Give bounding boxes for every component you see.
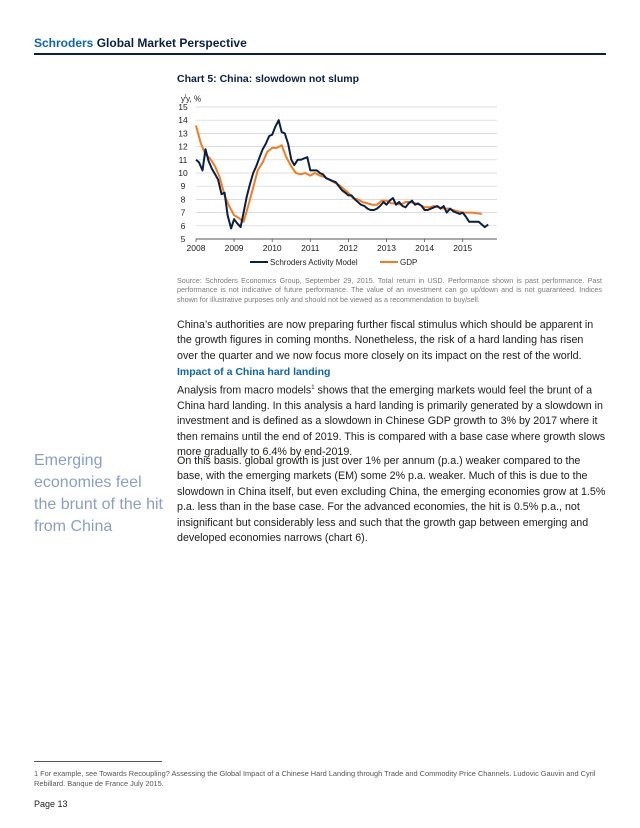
unit-prefix: y	[181, 94, 185, 104]
y-tick-label: 7	[180, 207, 186, 218]
x-tick-label: 2012	[338, 243, 358, 253]
x-tick-label: 2009	[224, 243, 244, 253]
unit-suffix: y, %	[186, 94, 202, 104]
y-tick-label: 5	[180, 234, 186, 244]
y-tick-label: 6	[180, 220, 186, 231]
brand-name: Schroders	[34, 36, 94, 50]
line-chart	[170, 102, 510, 272]
header-divider	[34, 53, 606, 55]
x-tick-label: 2013	[377, 243, 396, 253]
legend-label: GDP	[400, 258, 418, 267]
x-tick-label: 2008	[186, 243, 206, 253]
p2-text-b: shows that the emerging markets would feel the brunt of a China hard landing. In this analysis a hard landing is primarily generated by a slowdown in investment and is defined as a slowdown in Chinese GDP growth to 3% by 2017 where it then remains until the end of 2019. This is compared with a base case where growth slows more gradually to 6.4% by end-2019.	[177, 384, 606, 459]
paragraph-global-growth: On this basis. global growth is just over 1% per annum (p.a.) weaker compared to the base, with the emerging markets (EM) some 2% p.a. weaker. Much of this is due to the slowdown in China itself, but even excluding China, the emerging economies grow at 1.5% p.a. less than in the base case. For the advanced economies, the hit is 0.5% p.a., not insignificant but considerably less and such that the growth gap between emerging and developed economies narrows (chart 6).	[177, 455, 606, 545]
series-line	[196, 120, 488, 228]
y-tick-label: 11	[178, 154, 188, 165]
pull-quote: Emerging economies feel the brunt of the hit from China	[34, 452, 163, 535]
x-tick-label: 2014	[415, 243, 435, 253]
y-tick-label: 14	[178, 115, 188, 126]
p2-text-a: Analysis from macro models	[177, 384, 312, 397]
chart-title: Chart 5: China: slowdown not slump	[177, 73, 359, 85]
x-tick-label: 2011	[301, 243, 320, 253]
unit-sup: l	[185, 94, 187, 100]
y-tick-label: 8	[180, 194, 186, 205]
y-tick-label: 9	[180, 181, 186, 192]
footnote-ref[interactable]: 1	[311, 385, 315, 391]
section-heading: Impact of a China hard landing	[177, 366, 331, 378]
page-number: Page 13	[34, 799, 68, 809]
paragraph-fiscal-stimulus: China’s authorities are now preparing further fiscal stimulus which should be apparent in the growth figures in coming months. Nonetheless, the risk of a hard landing has risen over the quarter and we now focus more closely on its impact on the rest of the world.	[177, 319, 594, 362]
x-tick-label: 2010	[262, 243, 282, 253]
footnote: 1 For example, see Towards Recoupling? Assessing the Global Impact of a Chinese Hard Landing through Trade and Commodity Price Channels. Ludovic Gauvin and Cyril Rebillard. Banque de France July 2015.	[34, 769, 596, 789]
footnote-divider	[34, 761, 162, 762]
chart-source-note: Source: Schroders Economics Group, September 29, 2015. Total return in USD. Performance shown is past performance. Past performance is not indicative of future performance. The value of an investment can go up/down and is not guaranteed. Indices shown for illustrative purposes only and should not be viewed as a recommendation to buy/sell.	[177, 276, 602, 304]
x-tick-label: 2015	[453, 243, 473, 253]
y-tick-label: 12	[178, 141, 188, 152]
page-header	[34, 36, 247, 50]
y-tick-label: 13	[178, 128, 188, 139]
y-tick-label: 15	[178, 102, 188, 112]
legend-label: Schroders Activity Model	[270, 258, 358, 267]
publication-title: Global Market Perspective	[96, 36, 247, 50]
paragraph-macro-models	[177, 381, 607, 461]
y-tick-label: 10	[178, 168, 188, 178]
